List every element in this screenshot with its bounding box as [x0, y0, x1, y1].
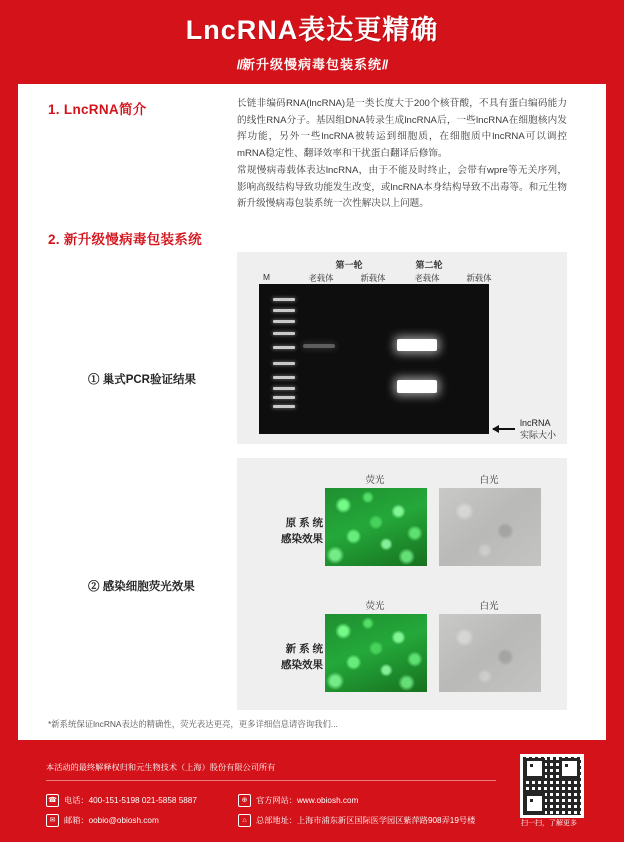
- fluo-row-2-line-2: 感染效果: [281, 658, 323, 671]
- footer-contact-address: [238, 814, 475, 827]
- gel-annotation-arrow: [493, 417, 556, 441]
- page-title: LncRNA表达更精确: [185, 15, 439, 45]
- footer-contact-website[interactable]: [238, 794, 358, 807]
- fluo-image-old-green: [325, 488, 427, 566]
- section-1-paragraph-1: 长链非编码RNA(lncRNA)是一类长度大于200个核苷酸，不具有蛋白编码能力的线性RNA分子。基因组DNA转录生成lncRNA后，一些lncRNA在细胞核内发挥功能，另外一些lncRNA被转运到细胞质，在细胞质中lncRNA可以调控mRNA稳定性、翻译效率和干扰蛋白翻译后修饰。: [237, 98, 567, 159]
- arrow-icon: [493, 428, 515, 429]
- fluo-row-label-2: [247, 642, 323, 674]
- slash-left: //: [236, 56, 242, 72]
- qr-code-pattern: [523, 757, 581, 815]
- fluo-row-2-line-1: 新 系 统: [285, 643, 323, 655]
- fluorescence-figure-panel: [237, 458, 567, 710]
- location-icon: ⌂: [238, 814, 251, 827]
- figure-2-label: ② 感染细胞荧光效果: [88, 581, 195, 593]
- section-title-2: 2. 新升级慢病毒包装系统: [48, 232, 202, 247]
- mail-icon: ✉: [46, 814, 59, 827]
- footer-copyright: 本活动的最终解释权归和元生物技术（上海）股份有限公司所有: [46, 763, 276, 772]
- gel-round-label-1: 第一轮: [335, 260, 363, 270]
- fluo-image-new-green: [325, 614, 427, 692]
- gel-marker-label: M: [263, 272, 270, 282]
- fluo-row-1-line-2: 感染效果: [281, 532, 323, 545]
- fluo-image-new-white: [439, 614, 541, 692]
- gel-electrophoresis-image: [259, 284, 489, 434]
- section-1-paragraph-2: 常规慢病毒载体表达lncRNA，由于不能及时终止，会带有wpre等无关序列，影响高级结构导致功能发生改变，或lncRNA本身结构导致不出毒等。和元生物新升级慢病毒包装系统一次性解决以上问题。: [237, 165, 567, 209]
- footer-contact-phone: [46, 794, 197, 807]
- figure-1-label: ① 巢式PCR验证结果: [88, 374, 196, 386]
- qr-code-caption: 扫一扫，了解更多: [521, 820, 577, 827]
- qr-code[interactable]: [520, 754, 584, 818]
- gel-annotation-line-2: 实际大小: [520, 430, 557, 441]
- fluo-header-green-1: 荧光: [365, 475, 385, 486]
- footer-address-label: 总部地址：上海市浦东新区国际医学园区紫萍路908弄19号楼: [256, 816, 476, 825]
- gel-annotation-text: [520, 417, 556, 441]
- fluo-header-white-1: 白光: [479, 475, 499, 486]
- fluo-header-white-2: 白光: [479, 601, 499, 612]
- footer-phone-label: 电话：400-151-5198 021-5858 5887: [64, 796, 197, 805]
- gel-column-label-2: 新载体: [360, 273, 386, 283]
- fluo-row-label-1: [247, 516, 323, 548]
- gel-figure-panel: [237, 252, 567, 444]
- phone-icon: ☎: [46, 794, 59, 807]
- footer-divider: [46, 780, 496, 781]
- header-subtitle-text: 新升级慢病毒包装系统: [241, 56, 382, 72]
- fluo-image-old-white: [439, 488, 541, 566]
- gel-annotation-line-1: lncRNA: [520, 418, 551, 428]
- fluo-row-1-line-1: 原 系 统: [285, 517, 323, 529]
- footer-website-label: 官方网站：www.obiosh.com: [256, 796, 359, 805]
- header-subtitle: [237, 54, 387, 73]
- footer-contact-mail: [46, 814, 159, 827]
- gel-column-label-1: 老载体: [308, 273, 334, 283]
- globe-icon: ⊕: [238, 794, 251, 807]
- gel-column-label-3: 老载体: [414, 273, 440, 283]
- footer-mail-label: 邮箱：oobio@obiosh.com: [64, 816, 159, 825]
- fluo-header-green-2: 荧光: [365, 601, 385, 612]
- footnote: *新系统保证lncRNA表达的精确性，荧光表达更亮，更多详细信息请咨询我们...: [48, 719, 338, 729]
- section-title-1: 1. LncRNA简介: [48, 102, 147, 117]
- poster-header: [0, 0, 624, 84]
- slash-right: //: [382, 56, 388, 72]
- gel-column-label-4: 新载体: [466, 273, 492, 283]
- gel-round-label-2: 第二轮: [415, 260, 443, 270]
